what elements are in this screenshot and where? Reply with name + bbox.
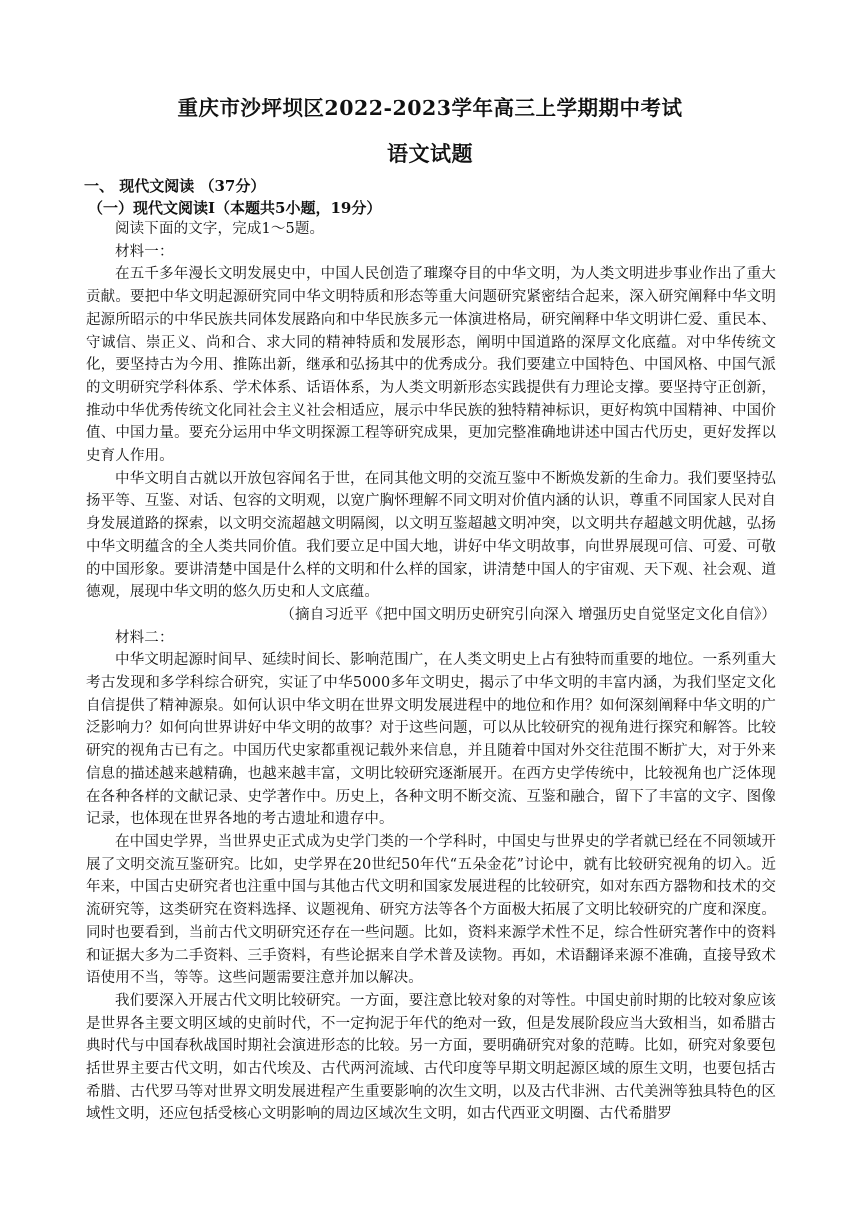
paragraph: 中华文明起源时间早、延续时间长、影响范围广，在人类文明史上占有独特而重要的地位。一系列重大考古发现和多学科综合研究，实证了中华5000多年文明史，揭示了中华文明的丰富内涵，为我们坚定文化自信提供了精神源泉。如何认识中华文明在世界文明发展进程中的地位和作用？如何深刻阐释中华文明的广泛影响力？如何向世界讲好中华文明的故事？对于这些问题，可以从比较研究的视角进行探究和解答。比较研究的视角古已有之。中国历代史家都重视记载外来信息，并且随着中国对外交往范围不断扩大，对于外来信息的描述越来越精确，也越来越丰富，文明比较研究逐渐展开。在西方史学传统中，比较视角也广泛体现在各种各样的文献记录、史学著作中。历史上，各种文明不断交流、互鉴和融合，留下了丰富的文字、图像记录，也体现在世界各地的考古遗址和遗存中。 <box>86 652 776 828</box>
material-label: 材料二： <box>115 629 174 646</box>
material-label: 材料一： <box>115 243 174 260</box>
section-heading: 一、 现代文阅读 （37分） <box>84 177 266 195</box>
subsection-heading: （一）现代文阅读Ⅰ（本题共5小题，19分） <box>88 199 382 217</box>
paragraph: 中华文明自古就以开放包容闻名于世，在同其他文明的交流互鉴中不断焕发新的生命力。我们要坚持弘扬平等、互鉴、对话、包容的文明观，以宽广胸怀理解不同文明对价值内涵的认识，尊重不同国家人民对自身发展道路的探索，以文明交流超越文明隔阂，以文明互鉴超越文明冲突，以文明共存超越文明优越，弘扬中华文明蕴含的全人类共同价值。我们要立足中国大地，讲好中华文明故事，向世界展现可信、可爱、可敬的中国形象。要讲清楚中国是什么样的文明和什么样的国家，讲清楚中国人的宇宙观、天下观、社会观、道德观，展现中华文明的悠久历史和人文底蕴。 <box>86 470 776 601</box>
reading-passage <box>86 218 776 1126</box>
document-title: 重庆市沙坪坝区2022-2023学年高三上学期期中考试 <box>177 96 683 120</box>
source-citation: （摘自习近平《把中国文明历史研究引向深入 增强历史自觉坚定文化自信》） <box>280 606 776 623</box>
paragraph: 在中国史学界，当世界史正式成为史学门类的一个学科时，中国史与世界史的学者就已经在不同领域开展了文明交流互鉴研究。比如，史学界在20世纪50年代“五朵金花”讨论中，就有比较研究视角的切入。近年来，中国古史研究者也注重中国与其他古代文明和国家发展进程的比较研究，如对东西方器物和技术的交流研究等，这类研究在资料选择、议题视角、研究方法等各个方面极大拓展了文明比较研究的广度和深度。同时也要看到，当前古代文明研究还存在一些问题。比如，资料来源学术性不足，综合性研究著作中的资料和证据大多为二手资料、三手资料，有些论据来自学术普及读物。再如，术语翻译来源不准确，直接导致术语使用不当，等等。这些问题需要注意并加以解决。 <box>86 833 776 987</box>
document-subtitle: 语文试题 <box>387 141 473 166</box>
paragraph: 我们要深入开展古代文明比较研究。一方面，要注意比较对象的对等性。中国史前时期的比较对象应该是世界各主要文明区域的史前时代，不一定拘泥于年代的绝对一致，但是发展阶段应当大致相当，如希腊古典时代与中国春秋战国时期社会演进形态的比较。另一方面，要明确研究对象的范畴。比如，研究对象要包括世界主要古代文明，如古代埃及、古代两河流域、古代印度等早期文明起源区域的原生文明，也要包括古希腊、古代罗马等对世界文明发展进程产生重要影响的次生文明，以及古代非洲、古代美洲等独具特色的区域性文明，还应包括受核心文明影响的周边区域次生文明，如古代西亚文明圈、古代希腊罗 <box>86 992 776 1123</box>
paragraph: 在五千多年漫长文明发展史中，中国人民创造了璀璨夺目的中华文明，为人类文明进步事业作出了重大贡献。要把中华文明起源研究同中华文明特质和形态等重大问题研究紧密结合起来，深入研究阐释中华文明起源所昭示的中华民族共同体发展路向和中华民族多元一体演进格局，研究阐释中华文明讲仁爱、重民本、守诚信、崇正义、尚和合、求大同的精神特质和发展形态，阐明中国道路的深厚文化底蕴。对中华传统文化，要坚持古为今用、推陈出新，继承和弘扬其中的优秀成分。我们要建立中国特色、中国风格、中国气派的文明研究学科体系、学术体系、话语体系，为人类文明新形态实践提供有力理论支撑。要坚持守正创新，推动中华优秀传统文化同社会主义社会相适应，展示中华民族的独特精神标识，更好构筑中国精神、中国价值、中国力量。要充分运用中华文明探源工程等研究成果，更加完整准确地讲述中国古代历史，更好发挥以史育人作用。 <box>86 266 776 465</box>
instruction-text: 阅读下面的文字，完成1～5题。 <box>115 221 325 237</box>
